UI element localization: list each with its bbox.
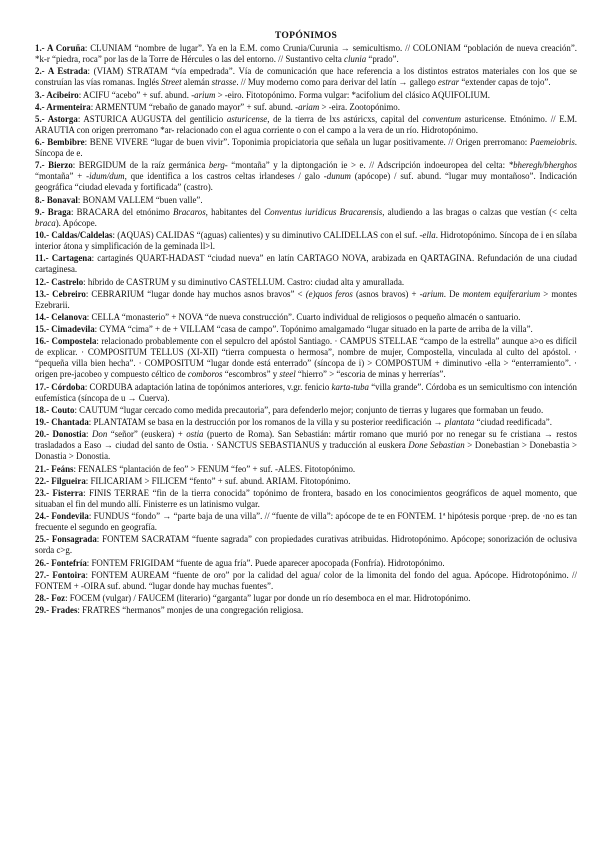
toponym-entry — [35, 429, 577, 462]
description-text: : FOCEM (vulgar) / FAUCEM (literario) “garganta” lugar por donde un río desemboca en el mar. Hidrotopónimo. — [65, 593, 471, 604]
toponym-entry — [35, 511, 577, 533]
description-text: (puerto de Roma). San Sebastián: mártir romano que murió por no renegar su fe cristiana → restos trasladados a Easo → ciudad del santo de Ostia. · SANCTUS SEBASTIANUS y traducción al euskera — [35, 429, 577, 451]
description-text: : BERGIDUM de la raíz germánica — [72, 160, 209, 171]
italic-term: -arium — [191, 89, 216, 100]
description-text: . De — [443, 288, 463, 299]
toponym-list — [35, 43, 577, 616]
toponym-name: 23.- Fisterra — [35, 487, 84, 498]
description-text: “hierro” > “escoria de minas y herrerías”. — [295, 369, 446, 380]
description-text: : CEBRARIUM “lugar donde hay muchos asnos bravos” < — [85, 288, 306, 299]
description-text: : CELLA “monasterio” + NOVA “de nueva construcción”. Cuarto individual de religiosos o pequeño almacén o santuario. — [86, 311, 521, 322]
italic-term: Don — [91, 429, 108, 440]
description-text: , aludiendo a las bragas o calzas que vestían (< celta — [382, 206, 577, 217]
description-text: > -eira. Zootopónimo. — [319, 101, 400, 112]
toponym-name: 14.- Celanova — [35, 311, 87, 322]
toponym-entry — [35, 195, 577, 206]
toponym-name: 1.- A Coruña — [35, 43, 85, 54]
toponym-entry — [35, 405, 577, 416]
toponym-entry — [35, 534, 577, 556]
italic-term: Paemeiobris — [529, 137, 575, 148]
italic-term: -idum/dum — [86, 171, 125, 182]
description-text: : ARMENTUM “rebaño de ganado mayor” + suf. abund. — [90, 101, 296, 112]
description-text: : — [86, 429, 92, 440]
italic-term: montem equiferarium — [462, 288, 541, 299]
italic-term: asturicense — [226, 113, 268, 124]
toponym-entry — [35, 90, 577, 101]
toponym-name: 2.- A Estrada — [35, 66, 88, 77]
italic-term: -ariam — [295, 101, 320, 112]
toponym-entry — [35, 137, 577, 159]
description-text: asturicense. Etnónimo. // E.M. ARAUTIA con origen prerromano *ar- relacionado con el agua corriente o con el campo a la vera de un río. Hidrotopónimo. — [35, 113, 577, 135]
toponym-entry — [35, 277, 577, 288]
description-text: : FILICARIAM > FILICEM “fento” + suf. abund. ARIAM. Fitotopónimo. — [85, 475, 351, 486]
toponym-name: 15.- Cimadevila — [35, 324, 95, 335]
toponym-name: 17.- Córdoba — [35, 381, 85, 392]
description-text: (apócope) / suf. abund. “lugar muy montañoso”. Indicación geográfica “ciudad elevada y fortificada” (castro). — [35, 171, 577, 193]
description-text: : FONTEM SACRATAM “fuente sagrada” con propiedades curativas atribuidas. Hidrotopónimo. Apócope; sonorización de oclusiva sorda c>g. — [35, 534, 577, 556]
description-text: alemán — [181, 77, 212, 88]
description-text: : BONAM VALLEM “buen valle”. — [77, 194, 203, 205]
description-text: : FONTEM AUREAM “fuente de oro” por la calidad del agua/ color de la limonita del fondo del agua. Apócope. Hidrotopónimo. // FONTEM + -OIRA suf. abund. “lugar donde hay muchas fuentes”. — [35, 569, 577, 591]
toponym-entry — [35, 464, 577, 475]
description-text: “extender capas de tojo”. — [459, 77, 551, 88]
toponym-entry — [35, 230, 577, 252]
toponym-entry — [35, 382, 577, 404]
italic-term: karta-tuba — [331, 381, 369, 392]
italic-term: -dunum — [323, 171, 351, 182]
toponym-name: 4.- Armenteira — [35, 101, 91, 112]
description-text: : FONTEM FRIGIDAM “fuente de agua fría”. Puede aparecer apocopada (Fonfría). Hidrotopónimo. — [86, 557, 445, 568]
toponym-name: 28.- Foz — [35, 593, 66, 604]
toponym-entry — [35, 207, 577, 229]
description-text: : CYMA “cima” + de + VILLAM “casa de campo”. Topónimo amalgamado “lugar situado en la parte de arriba de la villa”. — [94, 324, 533, 335]
toponym-name: 12.- Castrelo — [35, 276, 84, 287]
toponym-name: 19.- Chantada — [35, 417, 89, 428]
toponym-entry — [35, 253, 577, 275]
toponym-entry — [35, 66, 577, 88]
toponym-name: 7.- Bierzo — [35, 160, 73, 171]
description-text: : híbrido de CASTRUM y su diminutivo CASTELLUM. Castro: ciudad alta y amurallada. — [83, 276, 405, 287]
description-text: > -eiro. Fitotopónimo. Forma vulgar: *acifolium del clásico AQUIFOLIUM. — [215, 89, 491, 100]
italic-term: clunia — [344, 54, 367, 65]
description-text: : ACIFU “acebo” + suf. abund. — [78, 89, 192, 100]
description-text: (asnos bravos) + — [352, 288, 420, 299]
description-text: : CAUTUM “lugar cercado como medida precautoria”, para defenderlo mejor; conjunto de tierras y lugares que formaban un feudo. — [74, 404, 544, 415]
toponym-name: 6.- Bembibre — [35, 137, 85, 148]
italic-term: Bracaros — [172, 206, 206, 217]
toponym-entry — [35, 570, 577, 592]
description-text: “ciudad reedificada”. — [474, 417, 552, 428]
toponym-name: 5.- Astorga — [35, 113, 78, 124]
italic-term: plantata — [444, 417, 475, 428]
toponym-name: 9.- Braga — [35, 206, 71, 217]
description-text: “escombros” y — [222, 369, 280, 380]
description-text: “montaña” y la diptongación ie > e. // Adscripción indoeuropea del celta: — [227, 160, 509, 171]
toponym-name: 29.- Frades — [35, 605, 78, 616]
description-text: : (AQUAS) CALIDAS “(aguas) calientes) y su diminutivo CALIDELLAS con el suf. — [112, 230, 420, 241]
italic-term: Done Sebastian — [408, 440, 465, 451]
description-text: : FENALES “plantación de feo” > FENUM “feo” + suf. -ALES. Fitotopónimo. — [73, 463, 356, 474]
description-text: : FRATRES “hermanos” monjes de una congregación religiosa. — [77, 605, 304, 616]
toponym-entry — [35, 417, 577, 428]
toponym-name: 27.- Fontoira — [35, 569, 86, 580]
italic-term: braca — [35, 217, 56, 228]
description-text: “villa grande”. Córdoba es un semicultismo con intención eufemística (síncopa de u → Cuerva). — [35, 381, 577, 403]
italic-term: estrar — [437, 77, 460, 88]
description-text: : CLUNIAM “nombre de lugar”. Ya en la E.M. como Crunia/Curunia → semicultismo. // COLONIAM “población de nueva creación”. *k-r “piedra, roca” por las de la Torre de Hércules o las del entorno. // Sustantivo celta — [35, 43, 577, 65]
description-text: “prado”. — [366, 54, 399, 65]
italic-term: comboros — [187, 369, 223, 380]
italic-term: berg- — [208, 160, 228, 171]
toponym-entry — [35, 605, 577, 616]
toponym-name: 3.- Acibeiro — [35, 89, 79, 100]
italic-term: Street — [161, 77, 182, 88]
description-text: . // Muy moderno como para derivar del latín → gallego — [236, 77, 438, 88]
italic-term: *bheregh/bherghos — [508, 160, 577, 171]
italic-term: ostia — [186, 429, 204, 440]
toponym-name: 10.- Caldas/Caldelas — [35, 230, 113, 241]
toponym-name: 22.- Filgueira — [35, 475, 86, 486]
toponym-name: 11.- Cartagena — [35, 253, 92, 264]
description-text: “montaña” + — [35, 171, 87, 182]
document-title: TOPÓNIMOS — [274, 30, 338, 41]
toponym-name: 18.- Couto — [35, 404, 75, 415]
toponym-name: 8.- Bonaval — [35, 194, 78, 205]
description-text: > montes Ezebrarii. — [35, 288, 577, 310]
toponym-entry — [35, 558, 577, 569]
toponym-entry — [35, 324, 577, 335]
italic-term: strasse — [211, 77, 237, 88]
toponym-name: 26.- Fontefría — [35, 557, 87, 568]
toponym-name: 25.- Fonsagrada — [35, 534, 97, 545]
description-text: . Síncopa de e. — [35, 137, 577, 159]
toponym-entry — [35, 336, 577, 380]
toponym-entry — [35, 312, 577, 323]
italic-term: conventum — [422, 113, 461, 124]
description-text: > Donebastian > Donebastia > Donastia > Donostia. — [35, 440, 577, 462]
toponym-name: 20.- Donostia — [35, 429, 87, 440]
description-text: : BENE VIVERE “lugar de buen vivir”. Toponimia propiciatoria que señala un lugar positivamente. // Origen prerromano: — [84, 137, 530, 148]
description-text: : (VIAM) STRATAM “vía empedrada”. Vía de comunicación que hace referencia a los distintos estratos materiales con los que se construían las vías romanas. Inglés — [35, 66, 577, 88]
italic-term: steel — [279, 369, 296, 380]
description-text: : PLANTATAM se basa en la destrucción por los romanos de la villa y su posterior reedificación → — [88, 417, 445, 428]
italic-term: (e)quos feros — [305, 288, 353, 299]
toponym-name: 13.- Cebreiro — [35, 288, 86, 299]
description-text: : ASTURICA AUGUSTA del gentilicio — [77, 113, 227, 124]
description-text: : BRACARA del etnónimo — [70, 206, 173, 217]
toponym-entry — [35, 488, 577, 510]
description-text: , habitantes del — [205, 206, 265, 217]
description-text: : FUNDUS “fondo” → “parte baja de una villa”. // “fuente de villa”: apócope de te en FONTEM. 1ª hipótesis porque ·prep. de ·no es tan frecuente el segundo en geografía. — [35, 511, 577, 533]
toponym-entry — [35, 102, 577, 113]
description-text: : CORDUBA adaptación latina de topónimos anteriores, v.gr. fenicio — [84, 381, 332, 392]
toponym-entry — [35, 593, 577, 604]
description-text: , que identifica a los castros celtas irlandeses / galo — [124, 171, 324, 182]
italic-term: -arium — [419, 288, 444, 299]
description-text: : FINIS TERRAE “fin de la tierra conocida” topónimo de frontera, basado en los conocimientos geográficos de aquel momento, que situaban el fin del mundo allí. Finisterre es un latinismo vulgar. — [35, 487, 577, 509]
toponym-entry — [35, 289, 577, 311]
italic-term: -ella — [419, 230, 436, 241]
italic-term: Conventus iuridicus Bracarensis — [264, 206, 383, 217]
toponym-entry — [35, 43, 577, 65]
toponym-entry — [35, 114, 577, 136]
description-text: : relacionado probablemente con el sepulcro del apóstol Santiago. · CAMPUS STELLAE “campo de la estrella” aunque a>o es difícil de explicar. · COMPOSITUM TELLUS (XI-XII) “tierra compuesta o hermosa”, nombre de mujer, Compostella, vinculada al culto del apóstol. · “pequeña villa bien hecha”. · COMPOSITUM “lugar donde está enterrado” (síncopa de i) > COMPOSTUM + diminutivo -ella > “enterramiento”. · origen pre-jacobeo y compuesto céltico de — [35, 336, 577, 380]
description-text: ). Apócope. — [55, 217, 97, 228]
description-text: : cartaginés QUART-HADAST “ciudad nueva” en latín CARTAGO NOVA, arabizada en QARTAGINA. Refundación de una ciudad cartaginesa. — [35, 253, 577, 275]
description-text: . Hidrotopónimo. Síncopa de i en sílaba interior átona y simplificación de la geminada ll>l. — [35, 230, 577, 252]
toponym-entry — [35, 476, 577, 487]
description-text: “señor” (euskera) + — [107, 429, 187, 440]
toponym-name: 16.- Compostela — [35, 336, 97, 347]
toponym-name: 21.- Feáns — [35, 463, 74, 474]
toponym-name: 24.- Fondevila — [35, 511, 89, 522]
description-text: , de la tierra de lxs astúricxs, capital del — [267, 113, 423, 124]
toponym-entry — [35, 160, 577, 193]
